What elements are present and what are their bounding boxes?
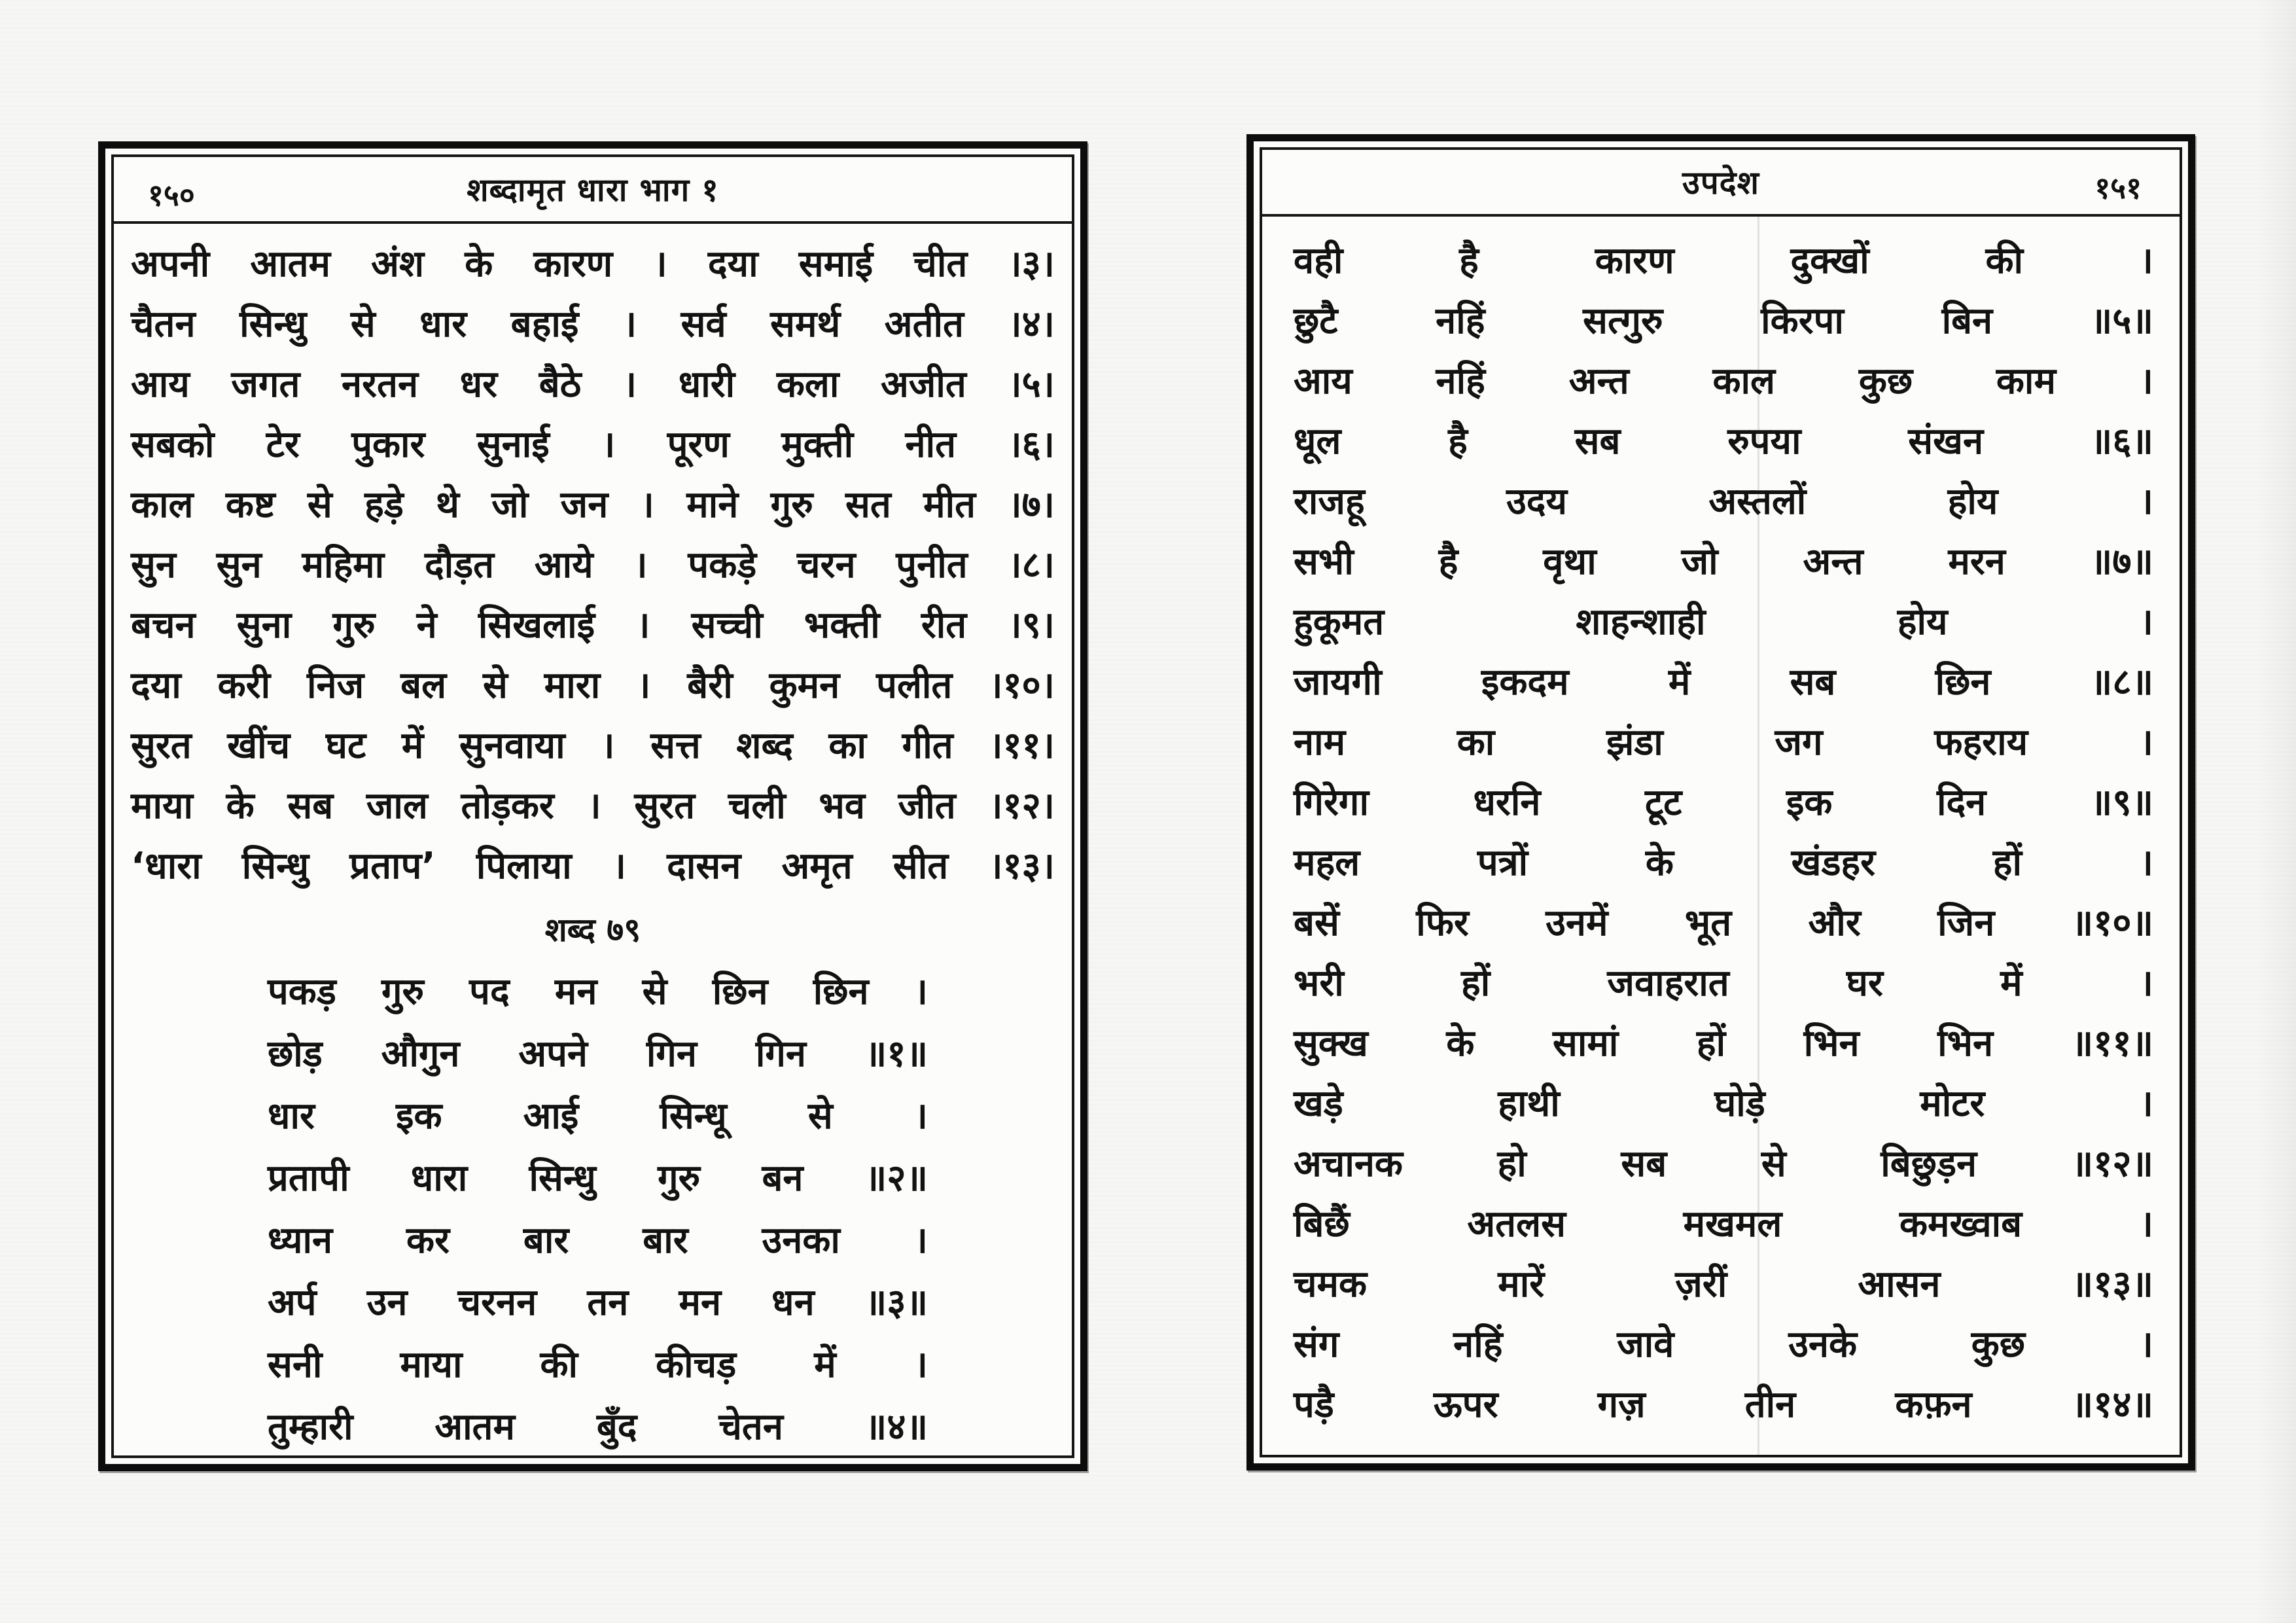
- page-title: उपदेश: [1682, 164, 1760, 202]
- shabad-line: सुक्ख के सामां हों भिन भिन ॥११॥: [1294, 1022, 2153, 1065]
- left-page-body: [114, 224, 1072, 1458]
- page-title: शब्दामृत धारा भाग १: [467, 171, 719, 209]
- shabad-line: महल पत्रों के खंडहर हों ।: [1294, 842, 2153, 884]
- couplet-line: काल कष्ट से हड़े थे जो जन । माने गुरु सत मीत ।७।: [131, 484, 1055, 526]
- verse-line: तुम्हारी आतम बुँद चेतन ॥४॥: [268, 1406, 928, 1448]
- section-heading: शब्द ७९: [544, 911, 641, 949]
- verse-line: प्रतापी धारा सिन्धु गुरु बन ॥२॥: [268, 1157, 928, 1200]
- couplet-line: चैतन सिन्धु से धार बहाई । सर्व समर्थ अतीत ।४।: [131, 303, 1055, 346]
- couplet-block: [114, 224, 1072, 897]
- page-fold-line: [1757, 217, 1759, 1455]
- couplet-line: आय जगत नरतन धर बैठे । धारी कला अजीत ।५।: [131, 363, 1055, 406]
- couplet-line: बचन सुना गुरु ने सिखलाई । सच्ची भक्ती रीत ।९।: [131, 604, 1055, 647]
- shabad-line: वही है कारण दुक्खों की ।: [1294, 240, 2153, 282]
- page-number: १५१: [2094, 170, 2142, 205]
- shabad-line: अचानक हो सब से बिछुड़न ॥१२॥: [1294, 1143, 2153, 1185]
- verse-line: धार इक आई सिन्धू से ।: [268, 1095, 928, 1137]
- verse-line: ध्यान कर बार बार उनका ।: [268, 1219, 928, 1262]
- shabad-line: बसें फिर उनमें भूत और जिन ॥१०॥: [1294, 902, 2153, 944]
- couplet-line: सुन सुन महिमा दौड़त आये । पकड़े चरन पुनीत ।८।: [131, 544, 1055, 586]
- verse-line: अर्प उन चरनन तन मन धन ॥३॥: [268, 1281, 928, 1324]
- shabad-line: छुटै नहिं सत्गुरु किरपा बिन ॥५॥: [1294, 300, 2153, 342]
- verse-line: पकड़ गुरु पद मन से छिन छिन ।: [268, 971, 928, 1013]
- shabad-line: आय नहिं अन्त काल कुछ काम ।: [1294, 360, 2153, 402]
- shabad-line: धूल है सब रुपया संखन ॥६॥: [1294, 420, 2153, 463]
- left-book-page: [98, 141, 1087, 1471]
- shabad-line: खड़े हाथी घोड़े मोटर ।: [1294, 1082, 2153, 1125]
- left-page-frame: [111, 154, 1074, 1458]
- couplet-line: अपनी आतम अंश के कारण । दया समाई चीत ।३।: [131, 243, 1055, 285]
- page-number: १५०: [148, 177, 195, 213]
- couplet-line: दया करी निज बल से मारा । बैरी कुमन पलीत ।१०।: [131, 664, 1055, 707]
- verse-line: छोड़ औगुन अपने गिन गिन ॥१॥: [268, 1033, 928, 1075]
- shabad-line: हुकूमत शाहन्शाही होय ।: [1294, 601, 2153, 643]
- couplet-line: सुरत खींच घट में सुनवाया । सत्त शब्द का गीत ।११।: [131, 724, 1055, 767]
- right-page-body: [1262, 217, 2180, 1455]
- shabad-line: जायगी इकदम में सब छिन ॥८॥: [1294, 661, 2153, 704]
- shabad-line: पड़ै ऊपर गज़ तीन कफ़न ॥१४॥: [1294, 1383, 2153, 1426]
- verse-block: [114, 958, 1072, 1458]
- shabad-line: भरी हों जवाहरात घर में ।: [1294, 962, 2153, 1005]
- shabad-line: संग नहिं जावे उनके कुछ ।: [1294, 1323, 2153, 1366]
- right-page-header: [1262, 150, 2180, 217]
- shabad-block: [1262, 217, 2180, 1435]
- left-page-header: [114, 157, 1072, 224]
- shabad-line: नाम का झंडा जग फहराय ।: [1294, 721, 2153, 764]
- right-page-frame: [1260, 147, 2182, 1457]
- shabad-line: सभी है वृथा जो अन्त मरन ॥७॥: [1294, 541, 2153, 583]
- shabad-line: बिछैं अतलस मखमल कमख्वाब ।: [1294, 1203, 2153, 1245]
- right-book-page: [1246, 134, 2195, 1471]
- couplet-line: ‘धारा सिन्धु प्रताप’ पिलाया । दासन अमृत सीत ।१३।: [131, 845, 1055, 887]
- verse-line: सनी माया की कीचड़ में ।: [268, 1344, 928, 1386]
- shabad-line: गिरेगा धरनि टूट इक दिन ॥९॥: [1294, 781, 2153, 824]
- couplet-line: माया के सब जाल तोड़कर । सुरत चली भव जीत ।१२।: [131, 785, 1055, 827]
- couplet-line: सबको टेर पुकार सुनाई । पूरण मुक्ती नीत ।६।: [131, 423, 1055, 466]
- shabad-line: चमक मारें ज़रीं आसन ॥१३॥: [1294, 1263, 2153, 1306]
- shabad-line: राजहू उदय अस्तलों होय ।: [1294, 480, 2153, 523]
